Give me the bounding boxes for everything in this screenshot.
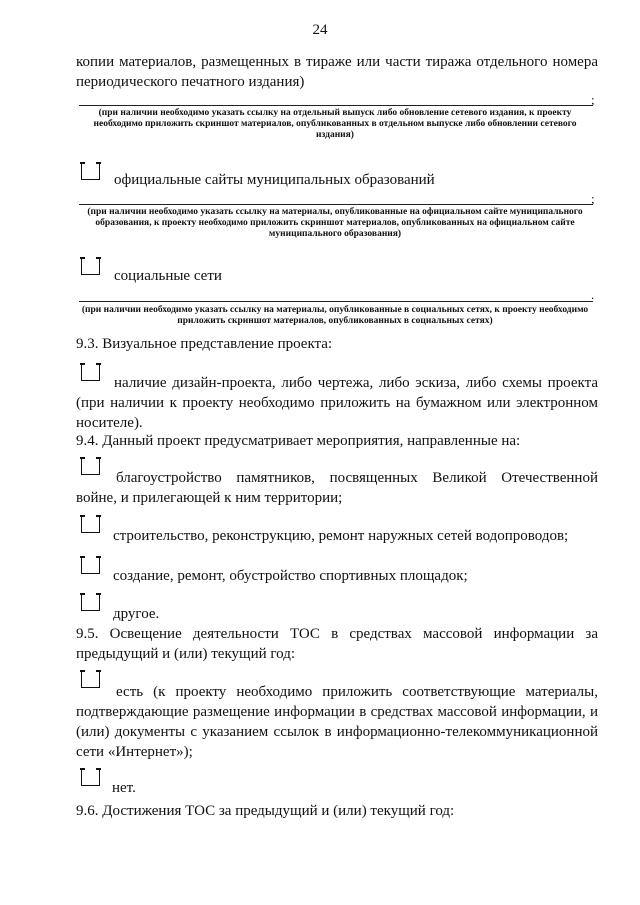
fill-line-3[interactable] [79, 301, 593, 302]
section-9-4-heading: 9.4. Данный проект предусматривает мероприятия, направленные на: [76, 433, 521, 449]
note-3: (при наличии необходимо указать ссылку на материалы, опубликованные в социальных сетях, к проекту необходимо приложить скриншот материалов, опубликованных в социальных сетях) [81, 305, 589, 326]
checkbox-water-networks[interactable] [81, 516, 100, 533]
fill-line-1[interactable] [79, 105, 593, 106]
fill-line-2[interactable] [79, 204, 593, 205]
page-number: 24 [312, 22, 328, 38]
section-9-3-heading: 9.3. Визуальное представление проекта: [76, 336, 333, 352]
section-9-5-heading: 9.5. Освещение деятельности ТОС в средствах массовой информации за предыдущий и (или) текущий год: [76, 626, 598, 662]
option-other-label: другое. [113, 606, 160, 622]
intro-text: копии материалов, размещенных в тираже или части тиража отдельного номера периодического печатного издания) [76, 54, 598, 90]
option-sports-grounds-label: создание, ремонт, обустройство спортивных площадок; [113, 568, 468, 584]
option-water-networks-label: строительство, реконструкцию, ремонт наружных сетей водопроводов; [113, 528, 569, 544]
option-media-yes-label: есть (к проекту необходимо приложить соответствующие материалы, подтверждающие размещение информации в средствах массовой информации, и (или) документы с указанием ссылок в информационно-телекоммуникационной сети «Интернет»); [76, 684, 598, 760]
checkbox-other[interactable] [81, 594, 100, 611]
fill-line-3-punct: . [591, 287, 595, 302]
option-monuments-label: благоустройство памятников, посвященных Великой Отечественной войне, и прилегающей к ним территории; [76, 470, 598, 506]
checkbox-sports-grounds[interactable] [81, 557, 100, 574]
checkbox-media-no[interactable] [81, 769, 100, 786]
option-social-networks-label: социальные сети [114, 268, 222, 284]
checkbox-social-networks[interactable] [81, 258, 100, 275]
note-1: (при наличии необходимо указать ссылку на отдельный выпуск либо обновление сетевого издания, к проекту необходимо приложить скриншот материалов, опубликованных в отдельном выпуске либо обновлении сетевого издания) [93, 108, 577, 140]
fill-line-1-punct: ; [591, 92, 595, 107]
note-2: (при наличии необходимо указать ссылку на материалы, опубликованные на официальном сайте муниципального образования, к проекту необходимо приложить скриншот материалов, опубликованных на официальном сайте муниципального образования) [87, 207, 583, 239]
fill-line-2-punct: ; [591, 191, 595, 206]
option-design-project-label: наличие дизайн-проекта, либо чертежа, либо эскиза, либо схемы проекта (при наличии к проекту необходимо приложить на бумажном или электронном носителе). [76, 375, 598, 431]
checkbox-official-sites[interactable] [81, 163, 100, 180]
section-9-6-heading: 9.6. Достижения ТОС за предыдущий и (или) текущий год: [76, 803, 455, 819]
option-media-no-label: нет. [112, 780, 136, 796]
option-official-sites-label: официальные сайты муниципальных образований [114, 172, 435, 188]
